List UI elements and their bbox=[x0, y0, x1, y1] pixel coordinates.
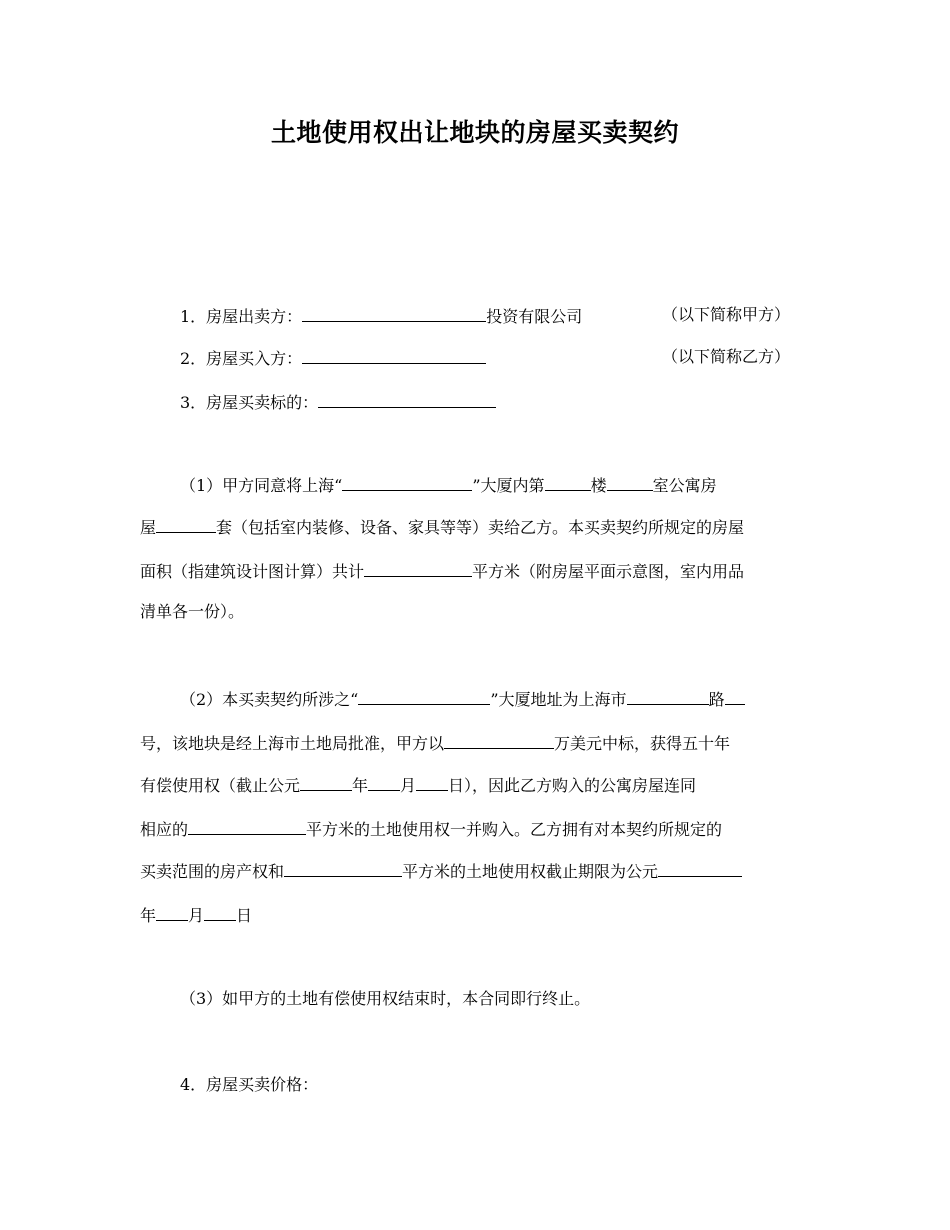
p2-text-o: 月 bbox=[188, 906, 205, 925]
item-4-line bbox=[140, 1074, 812, 1096]
item-4-label: 4．房屋买卖价格： bbox=[180, 1075, 319, 1094]
p2-text-n: 年 bbox=[140, 906, 157, 925]
p2-line-5 bbox=[140, 859, 812, 883]
p1-text-d: 室公寓房 bbox=[652, 476, 717, 495]
p1-text-g: 面积（指建筑设计图计算）共计 bbox=[140, 562, 365, 581]
subject-blank bbox=[318, 390, 496, 408]
p2-text-h: 月 bbox=[400, 776, 417, 795]
p2-line-4 bbox=[140, 817, 812, 841]
p2-text-b: ”大厦地址为上海市 bbox=[490, 690, 627, 709]
p1-text-i: 清单各一份）。 bbox=[140, 602, 245, 621]
p1-text-c: 楼 bbox=[590, 476, 607, 495]
p2-text-m: 平方米的土地使用权截止期限为公元 bbox=[402, 862, 659, 881]
item-3-line bbox=[140, 390, 812, 414]
sets-blank bbox=[156, 515, 216, 533]
p2-building-blank bbox=[358, 687, 490, 705]
p2-text-l: 买卖范围的房产权和 bbox=[140, 862, 285, 881]
p2-text-c: 路 bbox=[708, 690, 725, 709]
term-month-blank bbox=[156, 903, 188, 921]
p1-line-4 bbox=[140, 601, 812, 623]
p2-text-p: 日 bbox=[236, 906, 253, 925]
p2-line-3 bbox=[140, 773, 812, 797]
building-name-blank bbox=[342, 473, 472, 491]
number-blank bbox=[725, 687, 745, 705]
area-blank bbox=[364, 559, 472, 577]
p1-text-b: ”大厦内第 bbox=[472, 476, 545, 495]
term-year-blank bbox=[658, 859, 742, 877]
seller-blank bbox=[302, 304, 486, 322]
p2-line-6 bbox=[140, 903, 812, 927]
p2-text-j: 相应的 bbox=[140, 820, 189, 839]
end-month-blank bbox=[368, 773, 400, 791]
item-1-label: 1．房屋出卖方： bbox=[180, 307, 303, 326]
p2-line-2 bbox=[140, 731, 812, 755]
p2-text-g: 年 bbox=[352, 776, 369, 795]
item-2-note: （以下简称乙方） bbox=[662, 347, 791, 366]
room-blank bbox=[607, 473, 653, 491]
end-day-blank bbox=[416, 773, 448, 791]
p1-text-f: 套（包括室内装修、设备、家具等等）卖给乙方。本买卖契约所规定的房屋 bbox=[216, 518, 745, 537]
p2-text-f: 有偿使用权（截止公元 bbox=[140, 776, 301, 795]
p1-text-h: 平方米（附房屋平面示意图，室内用品 bbox=[472, 562, 745, 581]
p3-text: （3）如甲方的土地有偿使用权结束时，本合同即行终止。 bbox=[180, 989, 591, 1008]
document-title: 土地使用权出让地块的房屋买卖契约 bbox=[270, 118, 679, 147]
bid-amount-blank bbox=[444, 731, 554, 749]
item-1-suffix: 投资有限公司 bbox=[486, 307, 583, 326]
p1-text-e: 屋 bbox=[140, 518, 157, 537]
p2-text-d: 号，该地块是经上海市土地局批准，甲方以 bbox=[140, 734, 445, 753]
p2-line-1 bbox=[140, 687, 812, 711]
item-1-note: （以下简称甲方） bbox=[662, 305, 791, 324]
floor-blank bbox=[545, 473, 591, 491]
p2-text-k: 平方米的土地使用权一并购入。乙方拥有对本契约所规定的 bbox=[306, 820, 723, 839]
p2-text-a: （2）本买卖契约所涉之“ bbox=[180, 690, 359, 709]
p1-line-2 bbox=[140, 515, 812, 539]
end-year-blank bbox=[300, 773, 352, 791]
item-3-label: 3．房屋买卖标的： bbox=[180, 393, 319, 412]
p3-line bbox=[140, 988, 812, 1010]
land-area-blank bbox=[188, 817, 306, 835]
p2-text-e: 万美元中标，获得五十年 bbox=[554, 734, 731, 753]
item-2-label: 2．房屋买入方： bbox=[180, 349, 303, 368]
buyer-blank bbox=[302, 346, 486, 364]
term-day-blank bbox=[204, 903, 236, 921]
land-area-blank-2 bbox=[284, 859, 402, 877]
road-blank bbox=[627, 687, 709, 705]
p1-line-1 bbox=[140, 473, 812, 497]
p1-text-a: （1）甲方同意将上海“ bbox=[180, 476, 343, 495]
p2-text-i: 日），因此乙方购入的公寓房屋连同 bbox=[448, 776, 697, 795]
p1-line-3 bbox=[140, 559, 812, 583]
